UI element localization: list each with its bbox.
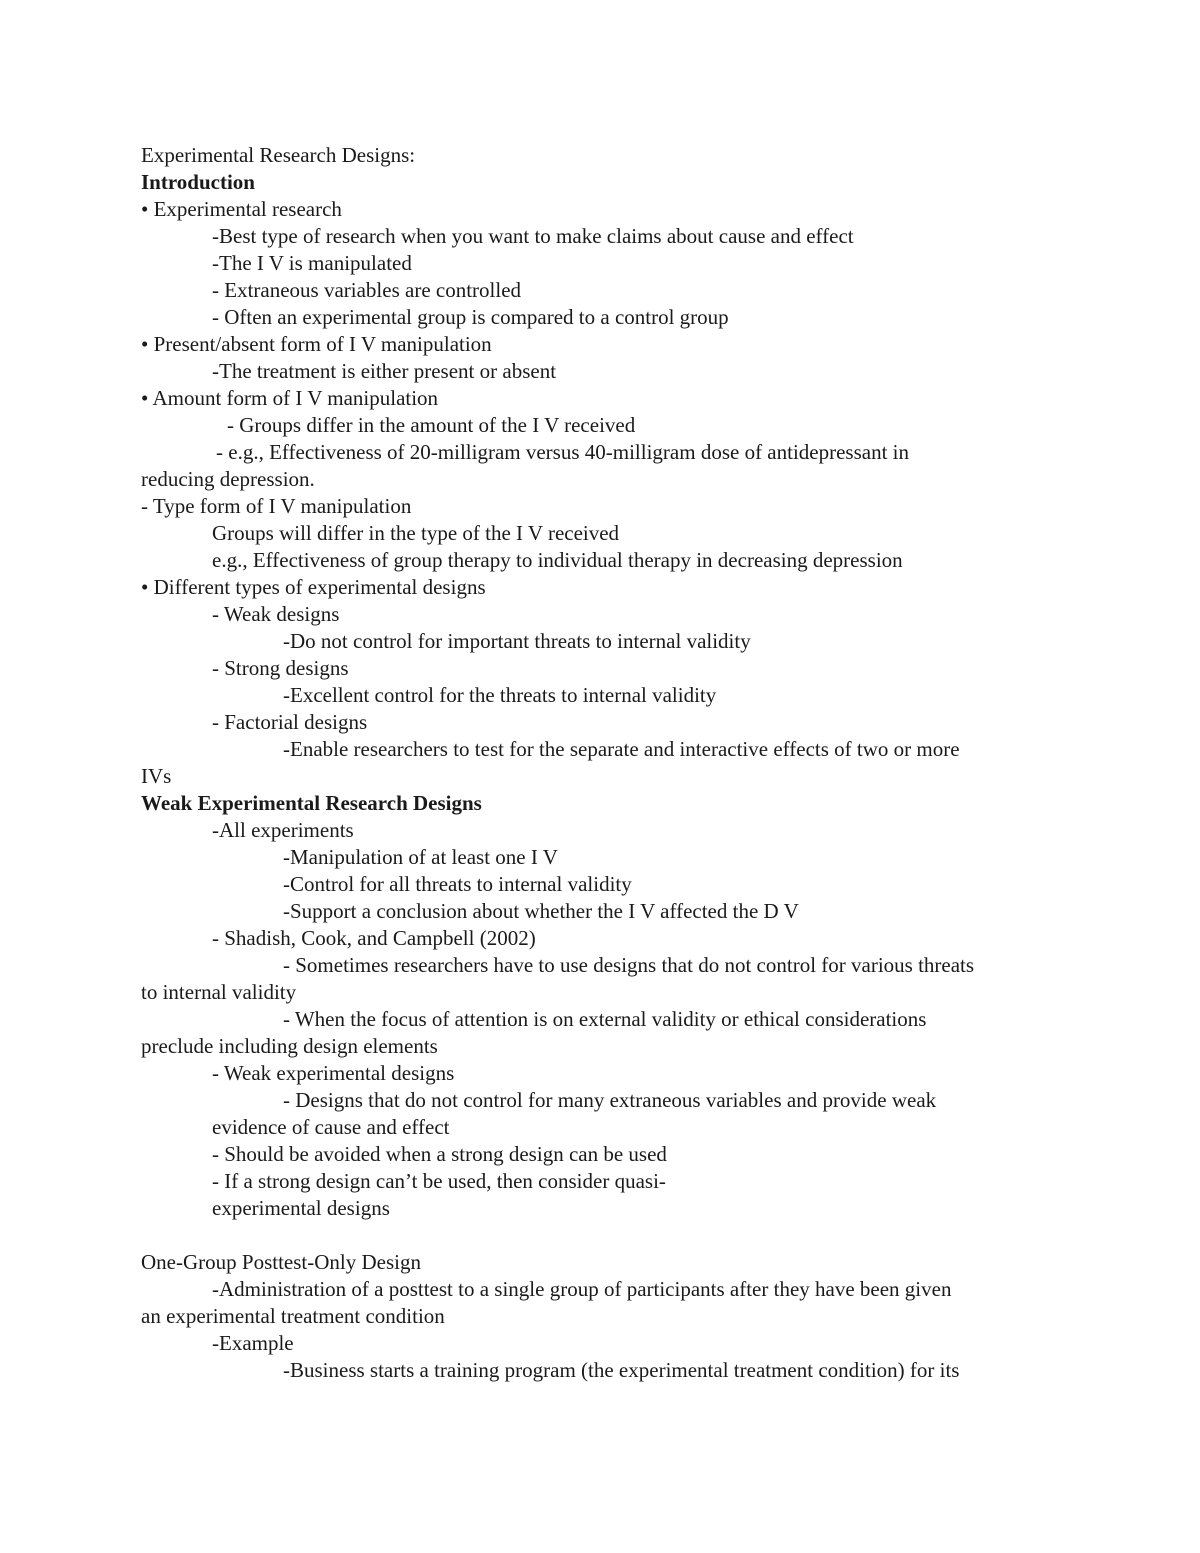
sub-item: e.g., Effectiveness of group therapy to individual therapy in decreasing depression [212, 548, 903, 572]
bullet-item: • Amount form of I V manipulation [141, 386, 439, 410]
sub-item: -The treatment is either present or absent [212, 359, 557, 383]
sub-item: - Weak experimental designs [212, 1061, 455, 1085]
sub-item: -Best type of research when you want to make claims about cause and effect [212, 224, 854, 248]
sub-sub-item: -Do not control for important threats to internal validity [283, 629, 751, 653]
document-title: Experimental Research Designs: [141, 143, 416, 167]
sub-item: - Shadish, Cook, and Campbell (2002) [212, 926, 536, 950]
continuation-line: to internal validity [141, 980, 297, 1004]
section-heading-introduction: Introduction [141, 170, 255, 194]
sub-sub-item: -Control for all threats to internal validity [283, 872, 632, 896]
sub-sub-item: -Manipulation of at least one I V [283, 845, 558, 869]
continuation-line: experimental designs [212, 1196, 390, 1220]
sub-item: - Extraneous variables are controlled [212, 278, 522, 302]
continuation-line: IVs [141, 764, 172, 788]
continuation-line: preclude including design elements [141, 1034, 438, 1058]
sub-sub-item: -Support a conclusion about whether the I V affected the D V [283, 899, 799, 923]
sub-item: - Often an experimental group is compared to a control group [212, 305, 729, 329]
bullet-item: • Present/absent form of I V manipulation [141, 332, 492, 356]
sub-sub-item: -Business starts a training program (the experimental treatment condition) for its [283, 1358, 960, 1382]
sub-item: - Strong designs [212, 656, 349, 680]
continuation-line: reducing depression. [141, 467, 315, 491]
sub-sub-item: - When the focus of attention is on external validity or ethical considerations [283, 1007, 927, 1031]
sub-item: - If a strong design can’t be used, then consider quasi- [212, 1169, 666, 1193]
sub-item: Groups will differ in the type of the I V received [212, 521, 620, 545]
sub-sub-item: - Sometimes researchers have to use designs that do not control for various threats [283, 953, 975, 977]
sub-sub-item: - Designs that do not control for many extraneous variables and provide weak [283, 1088, 937, 1112]
continuation-line: an experimental treatment condition [141, 1304, 445, 1328]
sub-item: -All experiments [212, 818, 354, 842]
sub-item: - Factorial designs [212, 710, 368, 734]
sub-item: -Administration of a posttest to a single group of participants after they have been given [212, 1277, 952, 1301]
sub-item: -The I V is manipulated [212, 251, 412, 275]
bullet-item: • Experimental research [141, 197, 342, 221]
blank-line [141, 1222, 1081, 1249]
sub-sub-item: -Enable researchers to test for the separate and interactive effects of two or more [283, 737, 960, 761]
document-body [141, 142, 1081, 1384]
bullet-item: • Different types of experimental designs [141, 575, 486, 599]
sub-item: - Groups differ in the amount of the I V received [227, 413, 636, 437]
sub-item: - Should be avoided when a strong design can be used [212, 1142, 667, 1166]
sub-item: - Weak designs [212, 602, 340, 626]
section-heading-weak-designs: Weak Experimental Research Designs [141, 791, 482, 815]
bullet-item: - Type form of I V manipulation [141, 494, 412, 518]
sub-item: -Example [212, 1331, 294, 1355]
continuation-line: evidence of cause and effect [212, 1115, 450, 1139]
sub-sub-item: -Excellent control for the threats to internal validity [283, 683, 717, 707]
section-heading-one-group: One-Group Posttest-Only Design [141, 1250, 421, 1274]
sub-item: - e.g., Effectiveness of 20-milligram versus 40-milligram dose of antidepressant in [216, 440, 910, 464]
